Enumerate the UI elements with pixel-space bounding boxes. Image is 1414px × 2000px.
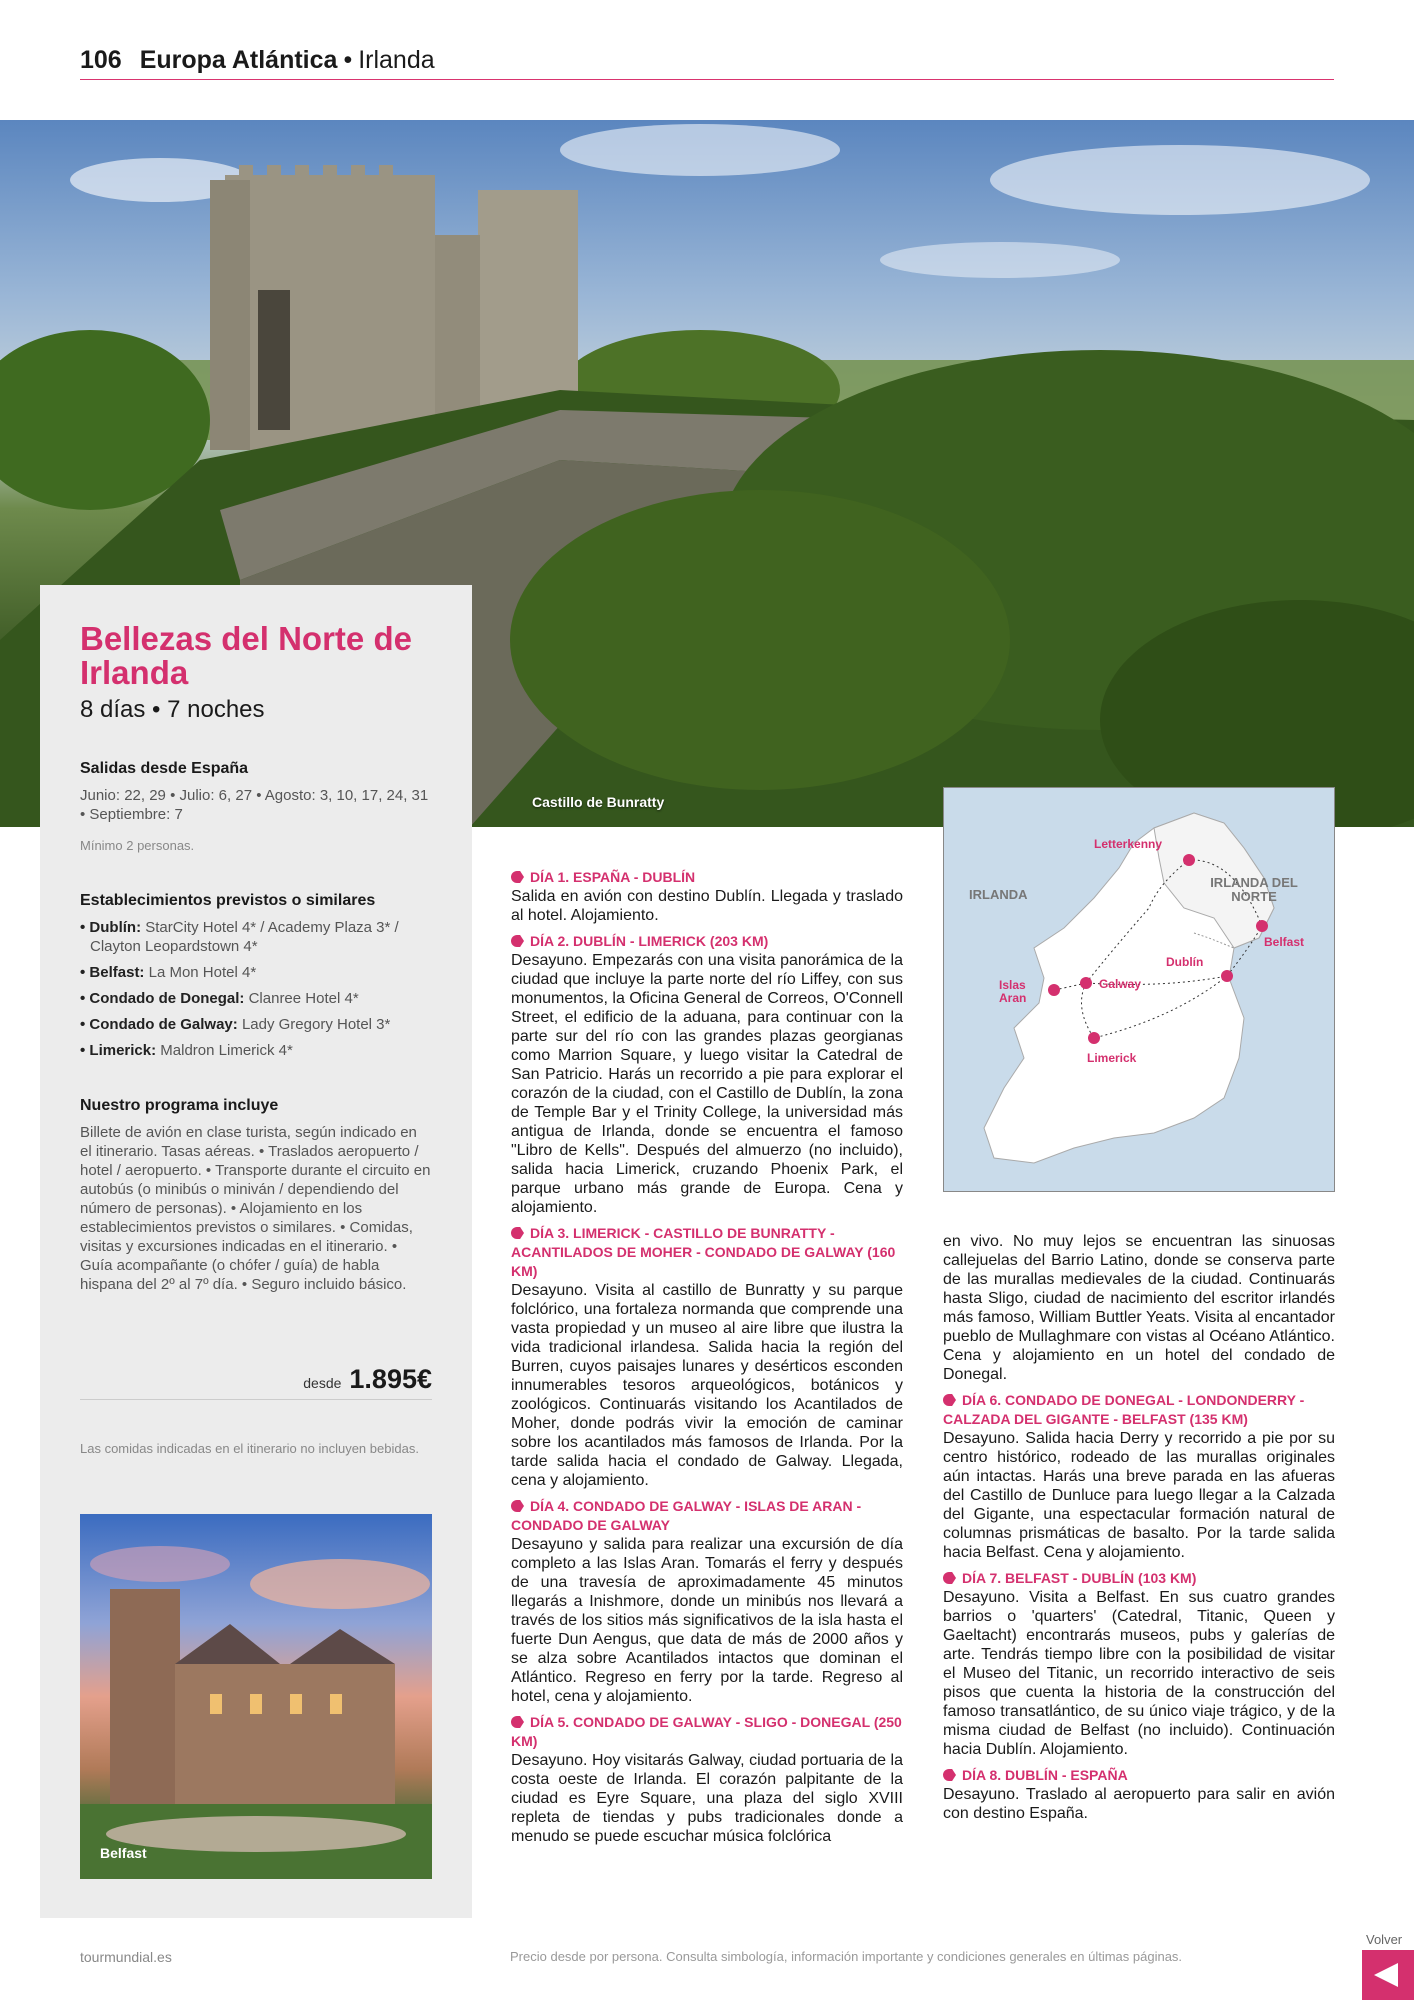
departures-heading: Salidas desde España	[80, 760, 249, 777]
map-label-letterkenny: Letterkenny	[1094, 837, 1163, 851]
day-heading: DÍA 4. CONDADO DE GALWAY - ISLAS DE ARAN - CONDADO DE GALWAY	[511, 1498, 862, 1533]
hotel-item: • Condado de Galway: Lady Gregory Hotel 3*	[80, 1016, 391, 1033]
includes-heading: Nuestro programa incluye	[80, 1097, 279, 1114]
belfast-marker	[1256, 920, 1268, 932]
hotel-item: • Dublín: StarCity Hotel 4* / Academy Plaza 3* / Clayton Leopardstown 4*	[80, 919, 399, 955]
minimum-persons: Mínimo 2 personas.	[80, 838, 195, 853]
header-separator: •	[343, 46, 353, 74]
departures-dates: Junio: 22, 29 • Julio: 6, 27 • Agosto: 3, 10, 17, 24, 31 • Septiembre: 7	[80, 787, 429, 823]
dublin-marker	[1221, 970, 1233, 982]
hotel-item: • Limerick: Maldron Limerick 4*	[80, 1042, 293, 1059]
footer-site-link[interactable]: tourmundial.es	[80, 1949, 172, 1965]
hotels-list	[80, 918, 440, 1067]
price-row	[80, 1364, 432, 1400]
day-heading: DÍA 1. ESPAÑA - DUBLÍN	[511, 868, 903, 887]
back-label[interactable]: Volver	[1366, 1932, 1403, 1947]
price-amount: 1.895€	[349, 1364, 432, 1394]
hotel-item: • Belfast: La Mon Hotel 4*	[80, 964, 257, 981]
footer-disclaimer: Precio desde por persona. Consulta simbología, información importante y condiciones generales en últimas páginas.	[510, 1949, 1183, 1964]
meals-note: Las comidas indicadas en el itinerario no incluyen bebidas.	[80, 1441, 419, 1456]
hotel-item: • Condado de Donegal: Clanree Hotel 4*	[80, 990, 359, 1007]
map-label-galway: Galway	[1099, 977, 1142, 991]
back-button[interactable]	[1362, 1950, 1414, 2000]
back-arrow-icon	[1374, 1963, 1398, 1987]
day-heading: DÍA 8. DUBLÍN - ESPAÑA	[943, 1766, 1335, 1785]
belfast-photo	[80, 1514, 432, 1879]
day-heading: DÍA 6. CONDADO DE DONEGAL - LONDONDERRY - CALZADA DEL GIGANTE - BELFAST (135 KM)	[943, 1392, 1305, 1427]
day-text: Desayuno. Visita a Belfast. En sus cuatro grandes barrios o 'quarters' (Catedral, Titanic, Queen y Gaeltacht) encontrarás museos, pubs y galerías de arte. Tendrás tiempo libre con la posibilidad de visitar el Museo del Titanic, un recorrido interactivo de seis pisos que cuenta la historia de la construcción del famoso transatlántico, de su único viaje trágico, y de la misma ciudad de Belfast (no incluido). Continuación hacia Dublín. Alojamiento.	[943, 1589, 1335, 1758]
map-label-belfast: Belfast	[1264, 935, 1305, 949]
price-label: desde	[303, 1375, 342, 1391]
day-text: Desayuno. Traslado al aeropuerto para salir en avión con destino España.	[943, 1786, 1335, 1822]
itinerary-column-2	[943, 1232, 1335, 1823]
tour-title: Bellezas del Norte de Irlanda	[80, 620, 412, 691]
letterkenny-marker	[1183, 854, 1195, 866]
aran-marker	[1048, 984, 1060, 996]
galway-marker	[1080, 977, 1092, 989]
map-label-dublin: Dublín	[1166, 955, 1204, 969]
day-heading: DÍA 2. DUBLÍN - LIMERICK (203 KM)	[511, 932, 903, 951]
includes-text: Billete de avión en clase turista, según indicado en el itinerario. Tasas aéreas. • Traslados aeropuerto / hotel / aeropuerto. • Transporte durante el circuito en autobús (o minibús o miniván / dependiendo del número de personas). • Alojamiento en los establecimientos previstos o similares. • Comidas, visitas y excursiones indicadas en el itinerario. • Guía acompañante (o chófer / guía) de habla hispana del 2º al 7º día. • Seguro incluido básico.	[80, 1124, 431, 1293]
subsection-title: Irlanda	[358, 46, 435, 74]
day-heading: DÍA 7. BELFAST - DUBLÍN (103 KM)	[943, 1569, 1335, 1588]
day-text: Desayuno. Visita al castillo de Bunratty y su parque folclórico, una fortaleza normanda que comprende una vasta propiedad y un museo al aire libre que ilustra la vida tradicional irlandesa. Salida hacia la región del Burren, cuyos paisajes lunares y desérticos esconden innumerables tesoros arqueológicos, botánicos y zoológicos. Continuarás visitando los Acantilados de Moher, donde podrás vivir la emoción de caminar sobre los acantilados más famosos de Irlanda. Por la tarde salida hacia el condado de Galway. Llegada, cena y alojamiento.	[511, 1282, 903, 1489]
page-header	[80, 46, 1334, 80]
day-heading: DÍA 5. CONDADO DE GALWAY - SLIGO - DONEGAL (250 KM)	[511, 1714, 902, 1749]
tour-duration: 8 días • 7 noches	[80, 696, 265, 723]
route-map	[943, 787, 1335, 1192]
day-text: Desayuno. Empezarás con una visita panorámica de la ciudad que incluye la parte norte del río Liffey, con sus monumentos, la Oficina General de Correos, O'Connell Street, el edificio de la aduana, para continuar con la parte sur del río con las grandes plazas georgianas como Marrion Square, y luego visitar la Catedral de San Patricio. Harás un recorrido a pie para explorar el corazón de la ciudad, con el Castillo de Dublín, la zona de Temple Bar y el Trinity College, la universidad más antigua de Irlanda, donde se encuentra el famoso "Libro de Kells". Después del almuerzo (no incluido), salida hacia Limerick, cruzando Phoenix Park, el parque urbano más grande de Europa. Cena y alojamiento.	[511, 952, 903, 1216]
day-heading: DÍA 3. LIMERICK - CASTILLO DE BUNRATTY - ACANTILADOS DE MOHER - CONDADO DE GALWAY (160 KM)	[511, 1225, 896, 1279]
belfast-castle-illustration	[80, 1514, 432, 1879]
section-title: Europa Atlántica	[139, 46, 338, 74]
map-country-northern-ireland: IRLANDA DEL NORTE	[1210, 875, 1298, 904]
day-text: Desayuno y salida para realizar una excursión de día completo a las Islas Aran. Tomarás el ferry y después de una travesía de aproximadamente 45 minutos llegarás a Inishmore, donde un minibús nos llevará a través de los sitios más significativos de la isla hasta el fuerte Dun Aengus, que data de más de 2000 años y se alza sobre Acantilados intactos que dominan el Atlántico. Regreso en ferry por la tarde. Regreso al hotel, cena y alojamiento.	[511, 1536, 903, 1705]
map-label-limerick: Limerick	[1087, 1051, 1137, 1065]
page-number: 106	[80, 46, 122, 74]
belfast-caption: Belfast	[100, 1845, 147, 1861]
day-text: Desayuno. Salida hacia Derry y recorrido a pie por su centro histórico, rodeado de las murallas originales aún intactas. Harás una breve parada en las afueras del Castillo de Dunluce para luego llegar a la Calzada del Gigante, una espectacular formación natural de columnas prismáticas de basalto. Por la tarde salida hacia Belfast. Cena y alojamiento.	[943, 1430, 1335, 1561]
itinerary-column-1	[511, 868, 903, 1846]
limerick-marker	[1088, 1032, 1100, 1044]
day-text-continued: en vivo. No muy lejos se encuentran las sinuosas callejuelas del Barrio Latino, donde se conserva parte de las murallas medievales de la ciudad. Continuarás hasta Sligo, ciudad de nacimiento del escritor irlandés más famoso, William Buttler Yeats. Visita al encantador pueblo de Mullaghmare con vistas al Océano Atlántico. Cena y alojamiento en un hotel del condado de Donegal.	[943, 1233, 1335, 1383]
day-text: Salida en avión con destino Dublín. Llegada y traslado al hotel. Alojamiento.	[511, 888, 903, 924]
hotels-heading: Establecimientos previstos o similares	[80, 892, 376, 909]
day-text: Desayuno. Hoy visitarás Galway, ciudad portuaria de la costa oeste de Irlanda. El corazón palpitante de la ciudad es Eyre Square, una plaza del siglo XVIII repleta de tiendas y pubs tradicionales donde a menudo se puede escuchar música folclórica	[511, 1752, 903, 1845]
map-label-aran: Islas Aran	[999, 978, 1027, 1005]
hero-caption: Castillo de Bunratty	[532, 794, 665, 810]
map-country-ireland: IRLANDA	[969, 887, 1028, 902]
